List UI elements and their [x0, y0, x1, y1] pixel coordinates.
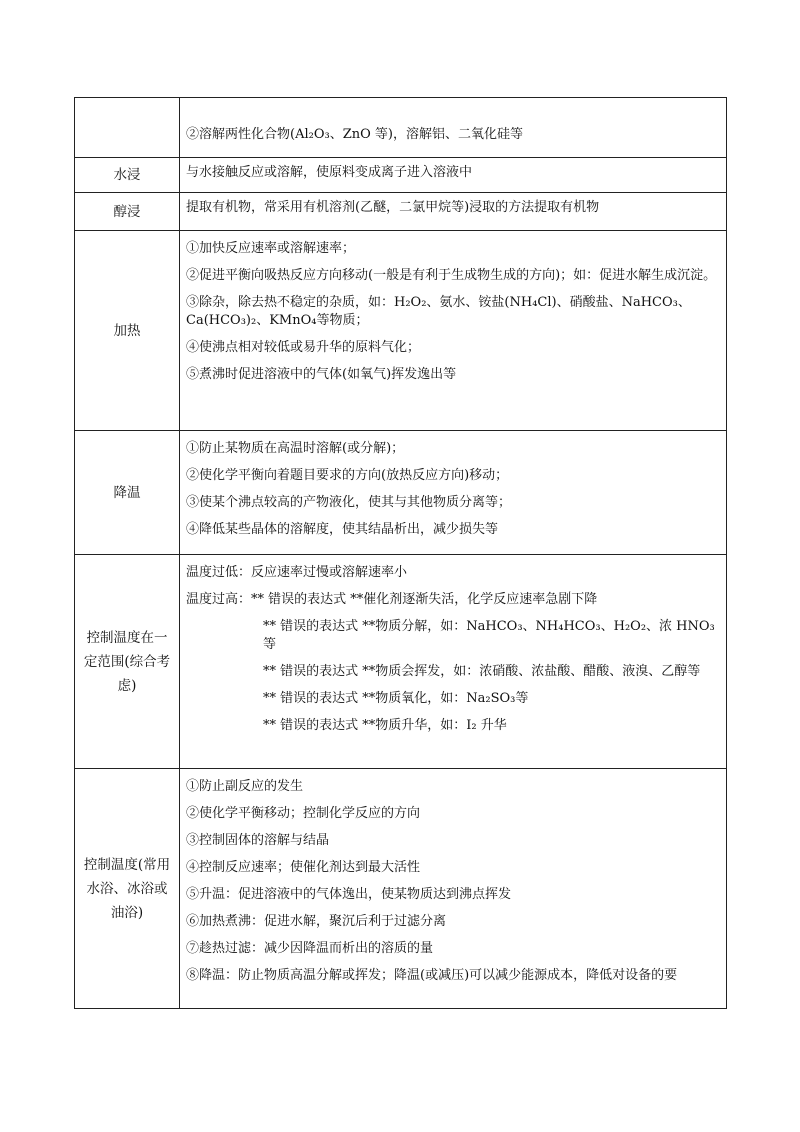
- row-label: 水浸: [75, 158, 180, 193]
- content-line: ⑦趁热过滤：减少因降温而析出的溶质的量: [186, 941, 434, 956]
- row-label: 醇浸: [75, 193, 180, 231]
- content-line: ③除杂，除去热不稳定的杂质，如：H₂O₂、氨水、铵盐(NH₄Cl)、硝酸盐、NaHCO₃、Ca(HCO₃)₂、KMnO₄等物质；: [186, 295, 691, 328]
- row-content: [180, 193, 727, 231]
- content-line: ③使某个沸点较高的产物液化，使其与其他物质分离等；: [186, 495, 512, 510]
- table-row: [75, 158, 727, 193]
- row-label: [75, 98, 180, 158]
- table-row: [75, 193, 727, 231]
- content-line: ** 错误的表达式 **物质升华，如：I₂ 升华: [263, 718, 507, 733]
- table-row: [75, 769, 727, 1009]
- table-row: [75, 231, 727, 431]
- content-line: ⑥加热煮沸：促进水解，聚沉后利于过滤分离: [186, 914, 447, 929]
- content-line: 温度过高：** 错误的表达式 **催化剂逐渐失活，化学反应速率急剧下降: [186, 592, 598, 607]
- content-line: ②促进平衡向吸热反应方向移动(一般是有利于生成物生成的方向)；如：促进水解生成沉淀。: [186, 268, 717, 283]
- content-line: ** 错误的表达式 **物质会挥发，如：浓硝酸、浓盐酸、醋酸、液溴、乙醇等: [263, 664, 701, 679]
- content-line: ④控制反应速率；使催化剂达到最大活性: [186, 860, 421, 875]
- content-line: ①防止副反应的发生: [186, 779, 304, 794]
- row-label: 加热: [75, 231, 180, 431]
- process-conditions-table: [74, 97, 727, 1009]
- table-row: [75, 98, 727, 158]
- content-line: 提取有机物，常采用有机溶剂(乙醚，二氯甲烷等)浸取的方法提取有机物: [186, 200, 600, 215]
- row-content: [180, 431, 727, 555]
- row-content: [180, 769, 727, 1009]
- row-content: [180, 158, 727, 193]
- row-content: [180, 98, 727, 158]
- content-line: ④使沸点相对较低或易升华的原料气化；: [186, 340, 421, 355]
- content-line: ** 错误的表达式 **物质分解，如：NaHCO₃、NH₄HCO₃、H₂O₂、浓 HNO₃等: [263, 619, 715, 652]
- row-content: [180, 555, 727, 769]
- content-line: ②使化学平衡向着题目要求的方向(放热反应方向)移动；: [186, 468, 509, 483]
- content-line: ①加快反应速率或溶解速率；: [186, 241, 356, 256]
- content-line: ⑧降温：防止物质高温分解或挥发；降温(或减压)可以减少能源成本，降低对设备的要: [186, 968, 678, 983]
- row-label: 降温: [75, 431, 180, 555]
- row-label: 控制温度(常用水浴、冰浴或油浴): [75, 769, 180, 1009]
- content-line: ①防止某物质在高温时溶解(或分解)；: [186, 441, 405, 456]
- content-line: ⑤煮沸时促进溶液中的气体(如氧气)挥发逸出等: [186, 367, 457, 382]
- table-row: [75, 431, 727, 555]
- content-line: ⑤升温：促进溶液中的气体逸出，使某物质达到沸点挥发: [186, 887, 512, 902]
- content-line: ** 错误的表达式 **物质氧化，如：Na₂SO₃等: [263, 691, 529, 706]
- content-line: 与水接触反应或溶解，使原料变成离子进入溶液中: [186, 165, 473, 180]
- content-line: ④降低某些晶体的溶解度，使其结晶析出，减少损失等: [186, 522, 499, 537]
- table-row: [75, 555, 727, 769]
- content-line: ②使化学平衡移动；控制化学反应的方向: [186, 806, 421, 821]
- content-line: 温度过低：反应速率过慢或溶解速率小: [186, 565, 408, 580]
- content-line: ②溶解两性化合物(Al₂O₃、ZnO 等)，溶解铝、二氧化硅等: [186, 127, 523, 142]
- row-content: [180, 231, 727, 431]
- content-line: ③控制固体的溶解与结晶: [186, 833, 330, 848]
- row-label: 控制温度在一定范围(综合考虑): [75, 555, 180, 769]
